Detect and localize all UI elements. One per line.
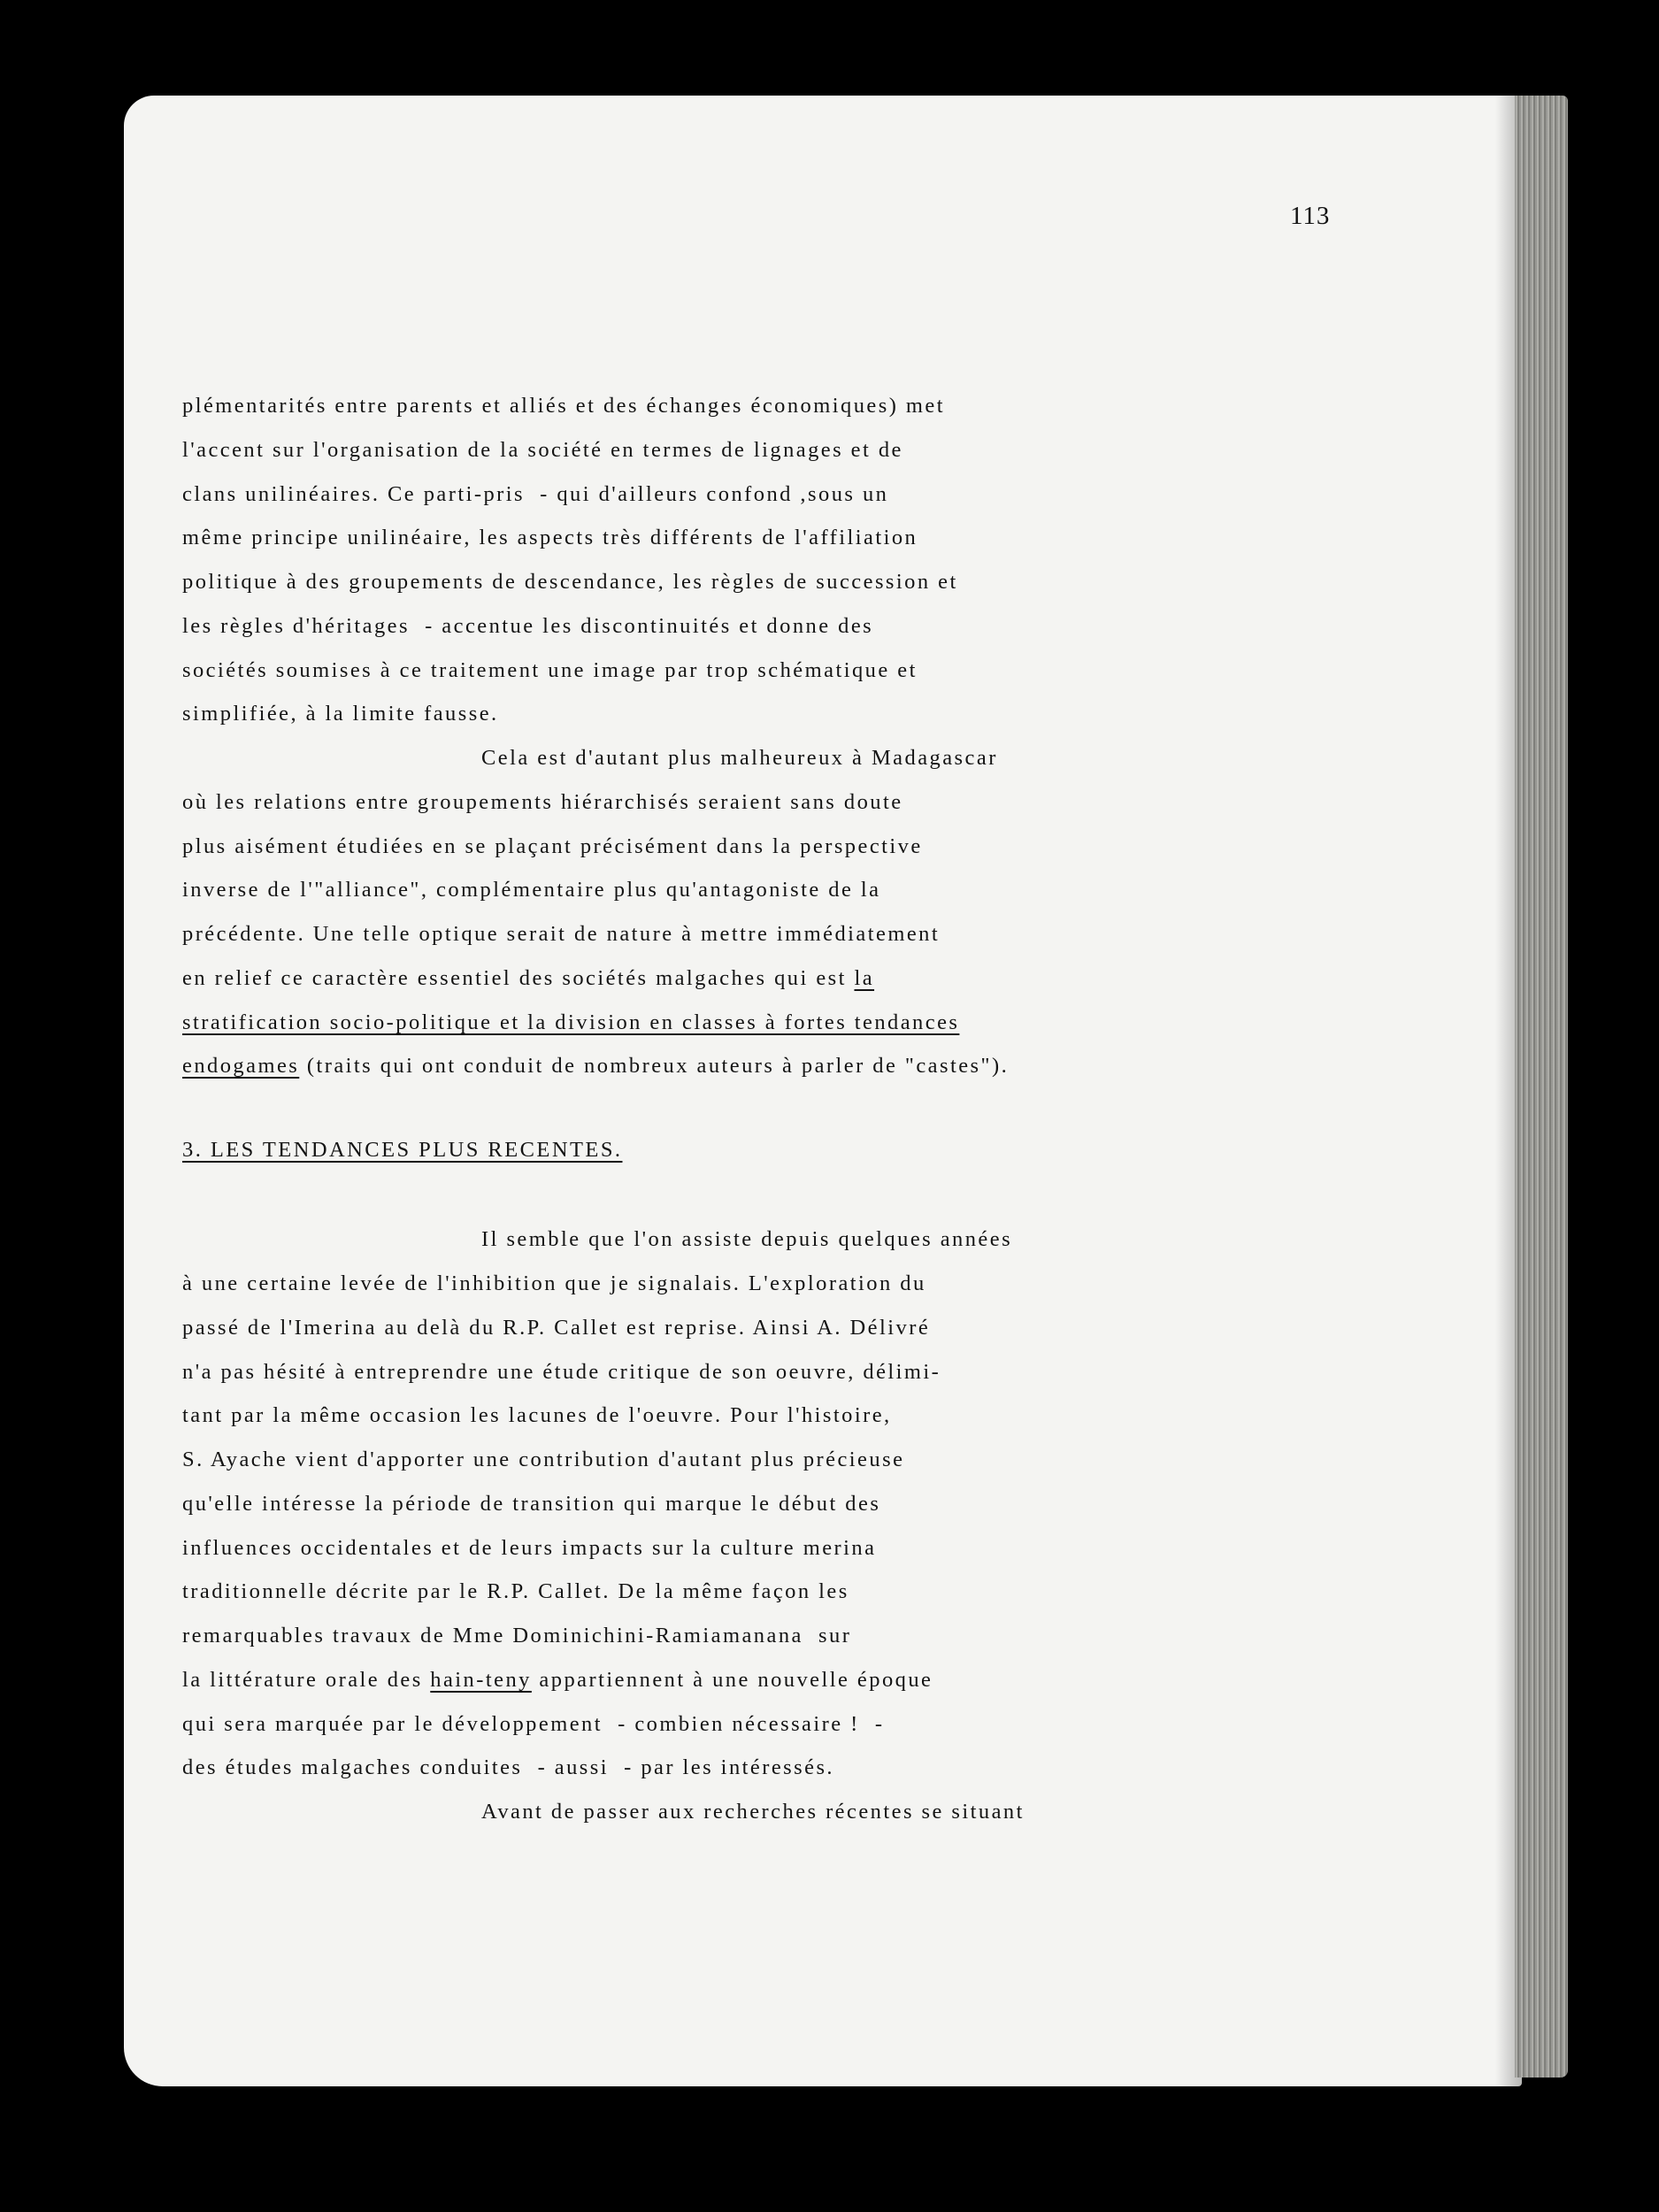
- text-segment: appartiennent à une nouvelle époque: [531, 1668, 933, 1692]
- text-line: à une certaine levée de l'inhibition que je signalais. L'exploration du: [182, 1271, 926, 1295]
- text-line: les règles d'héritages - accentue les discontinuités et donne des: [182, 614, 874, 638]
- text-line: [182, 965, 874, 992]
- text-line: influences occidentales et de leurs impacts sur la culture merina: [182, 1536, 877, 1560]
- text-line: Il semble que l'on assiste depuis quelques années: [481, 1227, 1013, 1251]
- text-line: l'accent sur l'organisation de la société en termes de lignages et de: [182, 438, 903, 462]
- text-line: [182, 1053, 1009, 1079]
- page-number: 113: [1290, 202, 1331, 230]
- section-heading: 3. LES TENDANCES PLUS RECENTES.: [182, 1138, 623, 1162]
- text-line: inverse de l'"alliance", complémentaire plus qu'antagoniste de la: [182, 878, 881, 902]
- text-line: politique à des groupements de descendance, les règles de succession et: [182, 570, 958, 594]
- underlined-text: la: [854, 966, 875, 990]
- text-line: clans unilinéaires. Ce parti-pris - qui d'ailleurs confond ,sous un: [182, 482, 889, 506]
- underlined-line: stratification socio-politique et la division en classes à fortes tendances: [182, 1010, 960, 1034]
- text-line: précédente. Une telle optique serait de nature à mettre immédiatement: [182, 922, 941, 946]
- underlined-text: hain-teny: [430, 1668, 532, 1692]
- text-line: où les relations entre groupements hiérarchisés seraient sans doute: [182, 790, 903, 814]
- text-line: simplifiée, à la limite fausse.: [182, 702, 499, 726]
- text-segment: en relief ce caractère essentiel des sociétés malgaches qui est: [182, 966, 855, 990]
- text-line: traditionnelle décrite par le R.P. Callet. De la même façon les: [182, 1579, 849, 1603]
- underlined-text: endogames: [182, 1054, 300, 1078]
- page-edges: [1515, 96, 1568, 2078]
- text-line: n'a pas hésité à entreprendre une étude critique de son oeuvre, délimi-: [182, 1360, 941, 1384]
- text-line: remarquables travaux de Mme Dominichini-Ramiamanana sur: [182, 1624, 852, 1647]
- text-line: Avant de passer aux recherches récentes se situant: [481, 1800, 1025, 1824]
- text-line: [182, 1667, 933, 1694]
- text-line: des études malgaches conduites - aussi - par les intéressés.: [182, 1755, 835, 1779]
- text-line: plus aisément étudiées en se plaçant précisément dans la perspective: [182, 834, 923, 858]
- text-line: même principe unilinéaire, les aspects très différents de l'affiliation: [182, 526, 918, 549]
- text-line: qu'elle intéresse la période de transition qui marque le début des: [182, 1492, 881, 1516]
- text-line: sociétés soumises à ce traitement une image par trop schématique et: [182, 658, 918, 682]
- text-segment: (traits qui ont conduit de nombreux auteurs à parler de "castes").: [299, 1054, 1010, 1078]
- text-line: tant par la même occasion les lacunes de l'oeuvre. Pour l'histoire,: [182, 1403, 892, 1427]
- text-line: Cela est d'autant plus malheureux à Madagascar: [481, 746, 998, 770]
- text-line: qui sera marquée par le développement - combien nécessaire ! -: [182, 1712, 885, 1736]
- text-line: plémentarités entre parents et alliés et des échanges économiques) met: [182, 394, 945, 418]
- text-line: S. Ayache vient d'apporter une contribution d'autant plus précieuse: [182, 1448, 905, 1471]
- text-line: passé de l'Imerina au delà du R.P. Callet est reprise. Ainsi A. Délivré: [182, 1316, 931, 1340]
- text-segment: la littérature orale des: [182, 1668, 431, 1692]
